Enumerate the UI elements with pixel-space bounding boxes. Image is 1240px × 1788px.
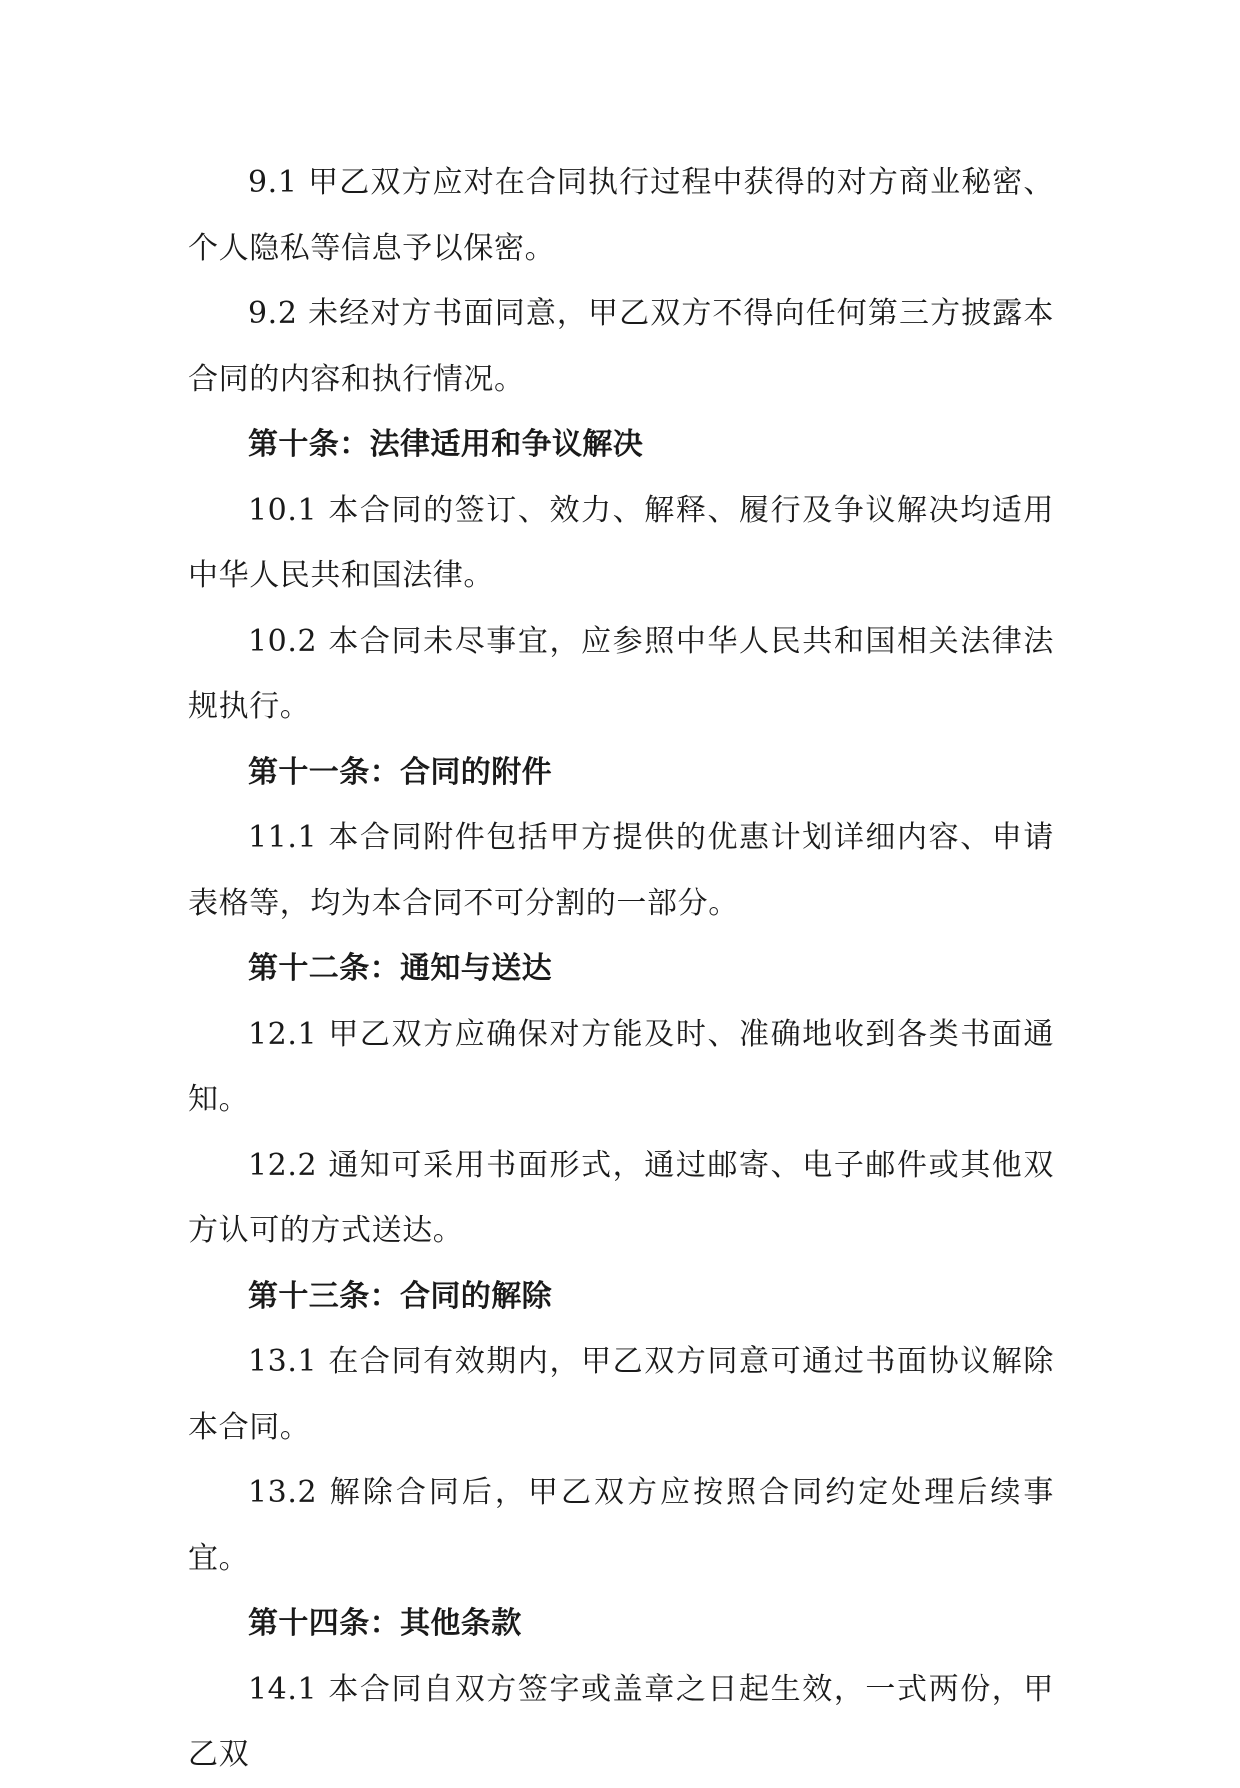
clause-12-1: 12.1 甲乙双方应确保对方能及时、准确地收到各类书面通知。 <box>188 1016 1054 1117</box>
clause-9-1: 9.1 甲乙双方应对在合同执行过程中获得的对方商业秘密、个人隐私等信息予以保密。 <box>188 165 1054 266</box>
clause-13-1: 13.1 在合同有效期内，甲乙双方同意可通过书面协议解除本合同。 <box>188 1344 1054 1445</box>
clause-10-2: 10.2 本合同未尽事宜，应参照中华人民共和国相关法律法规执行。 <box>188 623 1054 724</box>
article-12-heading: 第十二条：通知与送达 <box>248 951 552 986</box>
document-body <box>188 150 1054 1788</box>
article-13-heading: 第十三条：合同的解除 <box>248 1278 552 1314</box>
clause-13-2: 13.2 解除合同后，甲乙双方应按照合同约定处理后续事宜。 <box>188 1475 1054 1576</box>
article-10-heading: 第十条：法律适用和争议解决 <box>248 427 644 462</box>
clause-10-1: 10.1 本合同的签订、效力、解释、履行及争议解决均适用中华人民共和国法律。 <box>188 492 1054 593</box>
clause-14-1: 14.1 本合同自双方签字或盖章之日起生效，一式两份，甲乙双 <box>188 1671 1054 1772</box>
article-11-heading: 第十一条：合同的附件 <box>248 754 552 790</box>
clause-9-2: 9.2 未经对方书面同意，甲乙双方不得向任何第三方披露本合同的内容和执行情况。 <box>188 296 1054 397</box>
clause-12-2: 12.2 通知可采用书面形式，通过邮寄、电子邮件或其他双方认可的方式送达。 <box>188 1147 1054 1248</box>
article-14-heading: 第十四条：其他条款 <box>248 1606 522 1641</box>
clause-11-1: 11.1 本合同附件包括甲方提供的优惠计划详细内容、申请表格等，均为本合同不可分割的一部分。 <box>188 820 1054 921</box>
